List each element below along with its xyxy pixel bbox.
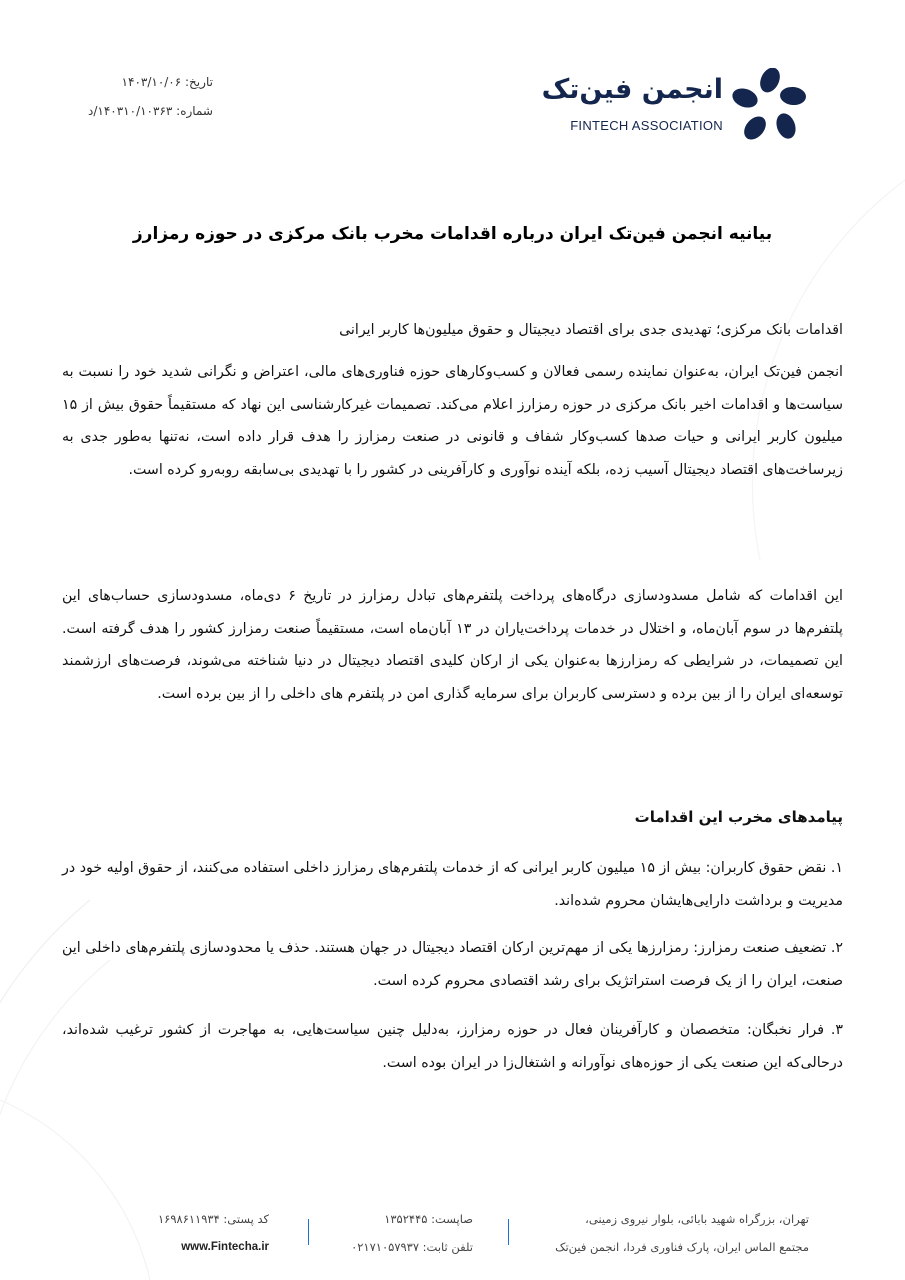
- letter-meta: [88, 68, 213, 126]
- address-line-2: مجتمع الماس ایران، پارک فناوری فردا، انجمن فین‌تک: [555, 1240, 809, 1254]
- list-item-text: ۱. نقض حقوق کاربران: بیش از ۱۵ میلیون کاربر ایرانی که از خدمات پلتفرم‌های رمزارز داخلی استفاده می‌کنند، از حقوق اولیه خود در مدیریت و برداشت دارایی‌هایشان محروم شده‌اند.: [62, 860, 843, 909]
- section-heading: [62, 801, 843, 834]
- list-item: [62, 932, 843, 997]
- paragraph-2: [62, 580, 843, 710]
- list-item: [62, 852, 843, 917]
- sapsat-number: صاپست: ۱۳۵۲۴۴۵: [384, 1212, 473, 1226]
- footer-address: [555, 1205, 809, 1261]
- logo-persian-text: انجمن فین‌تک: [541, 74, 723, 105]
- address-line-1: تهران، بزرگراه شهید بابائی، بلوار نیروی زمینی،: [585, 1212, 809, 1226]
- letter-date: تاریخ: ۱۴۰۳/۱۰/۰۶: [121, 75, 213, 89]
- logo-english-text: FINTECH ASSOCIATION: [570, 118, 723, 133]
- intro-subtitle: [62, 314, 843, 347]
- list-item-text: ۳. فرار نخبگان: متخصصان و کارآفرینان فعال در حوزه رمزارز، به‌دلیل چنین سیاست‌هایی، به مهاجرت از کشور ترغیب شده‌اند، درحالی‌که این صنعت یکی از حوزه‌های نوآورانه و اشتغال‌زا در ایران بوده است.: [62, 1022, 843, 1071]
- paragraph-text: انجمن فین‌تک ایران، به‌عنوان نماینده رسمی فعالان و کسب‌وکارهای حوزه فناوری‌های مالی، اعتراض و نگرانی شدید خود را نسبت به سیاست‌ها و اقدامات اخیر بانک مرکزی در حوزه رمزارز اعلام می‌کند. تصمیمات غیرکارشناسی این نهاد که مستقیماً حقوق بیش از ۱۵ میلیون کاربر ایرانی و حیات صدها کسب‌وکار شفاف و قانونی در صنعت رمزارز را هدف قرار داده است، نه‌تنها به‌طور جدی به زیرساخت‌های اقتصاد دیجیتال آسیب زده، بلکه آینده نوآوری و کارآفرینی در کشور را با تهدیدی بی‌سابقه روبه‌رو کرده است.: [62, 364, 843, 478]
- fintech-logo-mark-icon: [731, 68, 809, 144]
- letter-number: شماره: ۱۴۰۳۱۰/۱۰۳۶۳/د: [88, 104, 213, 118]
- paragraph-text: این اقدامات که شامل مسدودسازی درگاه‌های پرداخت پلتفرم‌های تبادل رمزارز در تاریخ ۶ دی‌ماه، مسدودسازی حساب‌های این پلتفرم‌ها در سوم آبان‌ماه، و اختلال در خدمات پرداخت‌یاران در ۱۳ آبان‌ماه است، مستقیماً صنعت رمزارز کشور را هدف گرفته است. این تصمیمات، در شرایطی که رمزارزها به‌عنوان یکی از ارکان کلیدی اقتصاد دیجیتال در دنیا شناخته می‌شوند، فرصت‌های ارزشمند توسعه‌ای ایران را از بین برده و دسترسی کاربران برای سرمایه گذاری امن در پلتفرم های داخلی را از بین برده است.: [62, 588, 844, 702]
- phone-number: تلفن ثابت: ۰۲۱۷۱۰۵۷۹۳۷: [351, 1240, 473, 1254]
- postal-code: کد پستی: ۱۶۹۸۶۱۱۹۳۴: [158, 1212, 269, 1226]
- footer-contact: [351, 1205, 473, 1261]
- heading-text: پیامدهای مخرب این اقدامات: [634, 808, 843, 826]
- paragraph-text: اقدامات بانک مرکزی؛ تهدیدی جدی برای اقتصاد دیجیتال و حقوق میلیون‌ها کاربر ایرانی: [339, 322, 843, 338]
- footer-separator: [308, 1219, 309, 1245]
- paragraph-1: [62, 356, 843, 486]
- footer-web: [158, 1205, 269, 1261]
- statement-title: بیانیه انجمن فین‌تک ایران درباره اقدامات مخرب بانک مرکزی در حوزه رمزارز: [132, 224, 773, 244]
- website-link[interactable]: www.Fintecha.ir: [181, 1241, 269, 1253]
- footer-separator: [508, 1219, 509, 1245]
- letter-footer: [0, 1205, 905, 1265]
- list-item: [62, 1014, 843, 1079]
- list-item-text: ۲. تضعیف صنعت رمزارز: رمزارزها یکی از مهم‌ترین ارکان اقتصاد دیجیتال در جهان هستند. حذف یا محدودسازی پلتفرم‌های داخلی این صنعت، ایران را از یک فرصت استراتژیک برای رشد اقتصادی محروم کرده است.: [62, 940, 843, 989]
- fintech-logo: [541, 66, 809, 146]
